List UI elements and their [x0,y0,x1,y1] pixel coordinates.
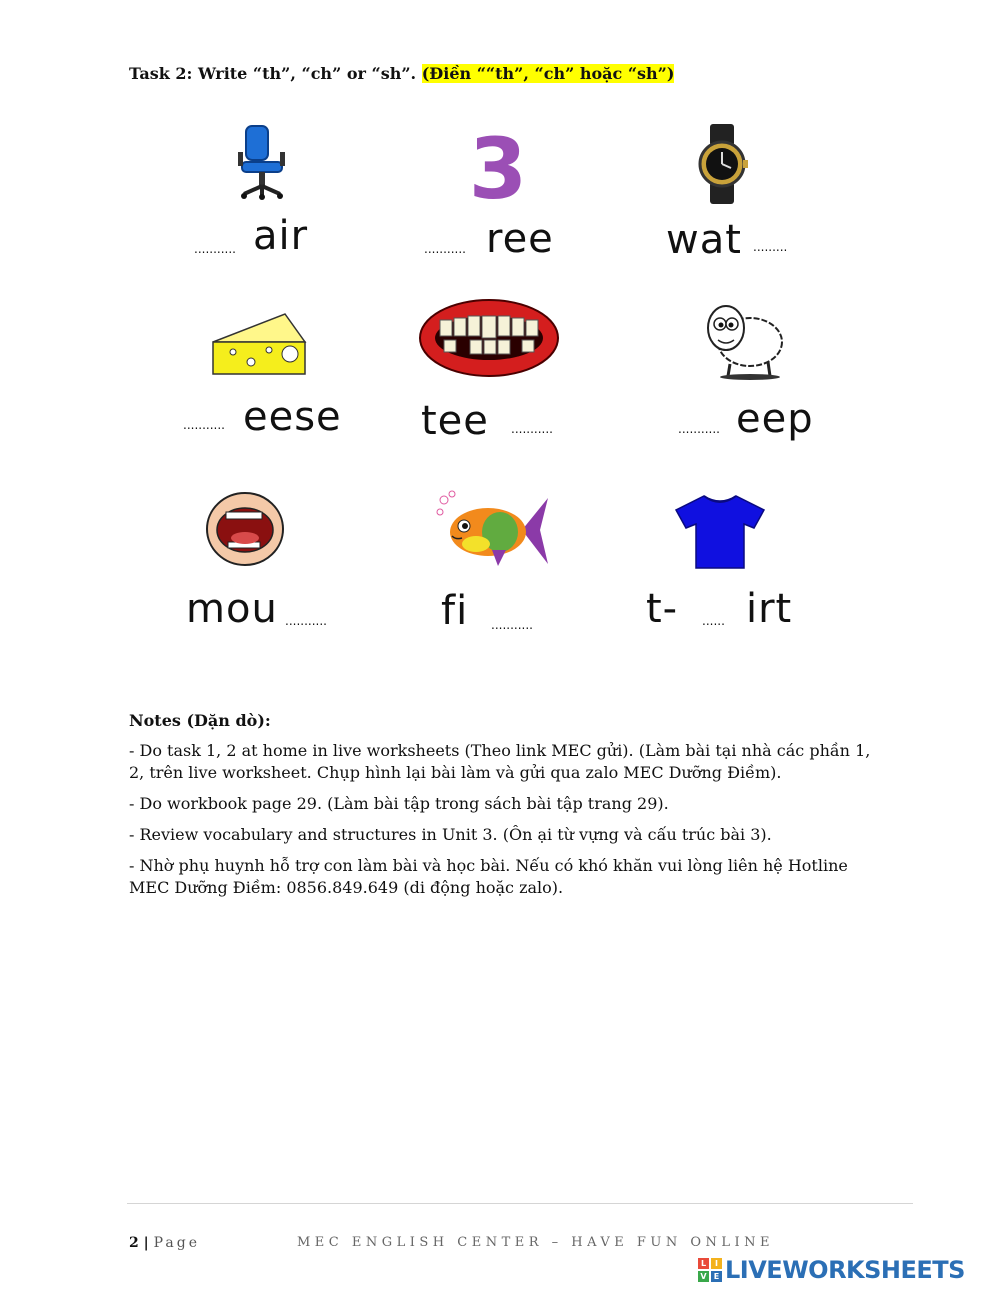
note-item-2: - Do workbook page 29. (Làm bài tập trong sách bài tập trang 29). [129,794,669,813]
logo-letter-v: V [698,1271,709,1282]
blank-7[interactable]: ........... [285,614,327,628]
task-title-vi: (Điền ““th”, “ch” hoặc “sh”) [421,64,675,83]
blank-3[interactable]: ......... [753,240,788,254]
blank-5[interactable]: ........... [511,422,553,436]
word-2: ree [486,216,554,262]
teeth-icon [418,296,560,380]
page-number-value: 2 [129,1235,139,1251]
logo-mark-icon [698,1258,722,1282]
notes-heading: Notes (Dặn dò): [129,711,271,730]
mouth-icon [204,488,286,570]
word-4: eese [243,394,342,440]
word-1: air [253,213,309,259]
page-number [129,1235,200,1251]
fish-icon [436,490,550,570]
page-label: Page [153,1235,200,1251]
t-shirt-icon [674,494,766,570]
task-title-en: Task 2: Write “th”, “ch” or “sh”. [129,64,422,83]
note-item-1: - Do task 1, 2 at home in live worksheets (Theo link MEC gửi). (Làm bài tại nhà các phần 1, 2, trên live worksheet. Chụp hình lại bài làm và gửi qua zalo MEC Dưỡng Điềm). [129,741,871,782]
footer-center-text: MEC ENGLISH CENTER – HAVE FUN ONLINE [297,1235,775,1250]
blank-8[interactable]: ........... [491,618,533,632]
logo-letter-l: L [698,1258,709,1269]
watch-icon [696,124,748,204]
word-7: mou [186,586,278,632]
page-separator: | [138,1235,154,1251]
word-8: fi [441,588,469,634]
logo-letter-e: E [711,1271,722,1282]
blank-1[interactable]: ........... [194,242,236,256]
number-three-icon [466,126,530,204]
blank-4[interactable]: ........... [183,418,225,432]
word-9-start: t- [646,586,679,632]
task-title [129,64,674,83]
chair-icon [236,124,292,200]
blank-2[interactable]: ........... [424,242,466,256]
sheep-icon [700,298,786,380]
word-9-end: irt [746,586,793,632]
notes-section [129,710,889,908]
word-3: wat [666,217,742,263]
cheese-icon [211,312,307,376]
note-item-4: - Nhờ phụ huynh hỗ trợ con làm bài và học bài. Nếu có khó khăn vui lòng liên hệ Hotline MEC Dưỡng Điềm: 0856.849.649 (di động hoặc zalo). [129,856,848,897]
footer-divider [127,1203,913,1204]
word-5: tee [421,398,489,444]
note-item-3: - Review vocabulary and structures in Unit 3. (Ôn ại từ vựng và cấu trúc bài 3). [129,825,772,844]
svg-text:3: 3 [468,126,528,204]
word-6: eep [736,396,814,442]
blank-9[interactable]: ...... [702,614,725,628]
liveworksheets-logo[interactable] [698,1256,965,1284]
logo-text: LIVEWORKSHEETS [725,1256,965,1284]
logo-letter-i: I [711,1258,722,1269]
blank-6[interactable]: ........... [678,422,720,436]
